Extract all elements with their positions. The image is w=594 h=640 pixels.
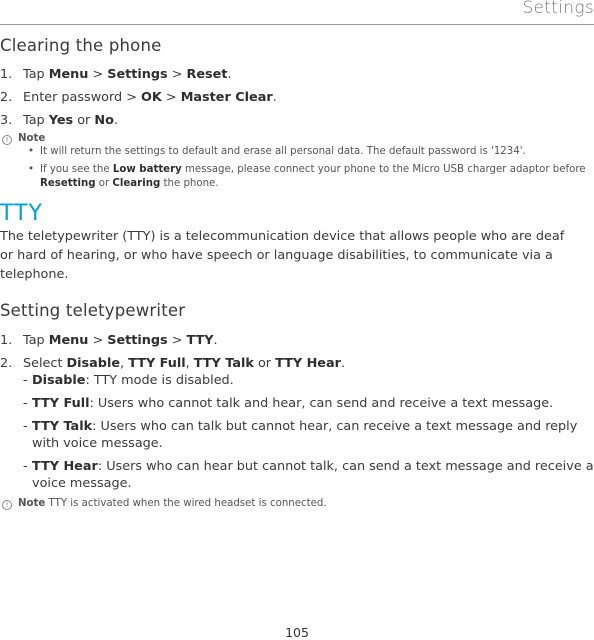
tty-note-text: TTY is activated when the wired headset is connected. <box>45 498 327 509</box>
tty-step-1: 1. Tap Menu > Settings > TTY. <box>0 333 218 348</box>
page-number: 105 <box>285 625 309 640</box>
clearing-step-3: 3. Tap Yes or No. <box>0 113 118 128</box>
clearing-note <box>0 133 594 191</box>
tty-steps <box>0 332 594 492</box>
clearing-phone-heading: Clearing the phone <box>0 36 162 55</box>
tty-step-2: 2. Select Disable, TTY Full, TTY Talk or TTY Hear. <box>0 356 346 371</box>
note-label: Note <box>18 498 46 509</box>
section-header-title: Settings <box>522 0 594 18</box>
page-content <box>0 36 594 509</box>
setting-teletypewriter-heading: Setting teletypewriter <box>0 301 186 320</box>
note-label: Note <box>18 133 46 144</box>
clearing-step-2: 2. Enter password > OK > Master Clear. <box>0 90 277 105</box>
clearing-step-1: 1. Tap Menu > Settings > Reset. <box>0 67 232 82</box>
note-bullet-1: • It will return the settings to default and erase all personal data. The default password is '1234'. <box>28 146 526 157</box>
tty-option-talk: - TTY Talk: Users who can talk but cannot hear, can receive a text message and reply with voice message. <box>23 419 578 451</box>
tty-note <box>0 498 594 509</box>
tty-option-disable: - Disable: TTY mode is disabled. <box>23 373 234 388</box>
info-icon: ! <box>2 135 12 145</box>
info-icon: ! <box>2 500 12 510</box>
note-bullet-2: • If you see the Low battery message, please connect your phone to the Micro USB charger adaptor before Resetting or Clearing the phone. <box>28 164 586 189</box>
tty-description: The teletypewriter (TTY) is a telecommunication device that allows people who are deaf or hard of hearing, or who have speech or language disabilities, to communicate via a telephone. <box>0 229 565 282</box>
tty-option-hear: - TTY Hear: Users who can hear but cannot talk, can send a text message and receive a voice message. <box>23 459 594 491</box>
tty-heading: TTY <box>0 201 43 226</box>
clearing-steps <box>0 66 594 129</box>
tty-option-full: - TTY Full: Users who cannot talk and hear, can send and receive a text message. <box>23 396 554 411</box>
page-header <box>0 0 594 25</box>
